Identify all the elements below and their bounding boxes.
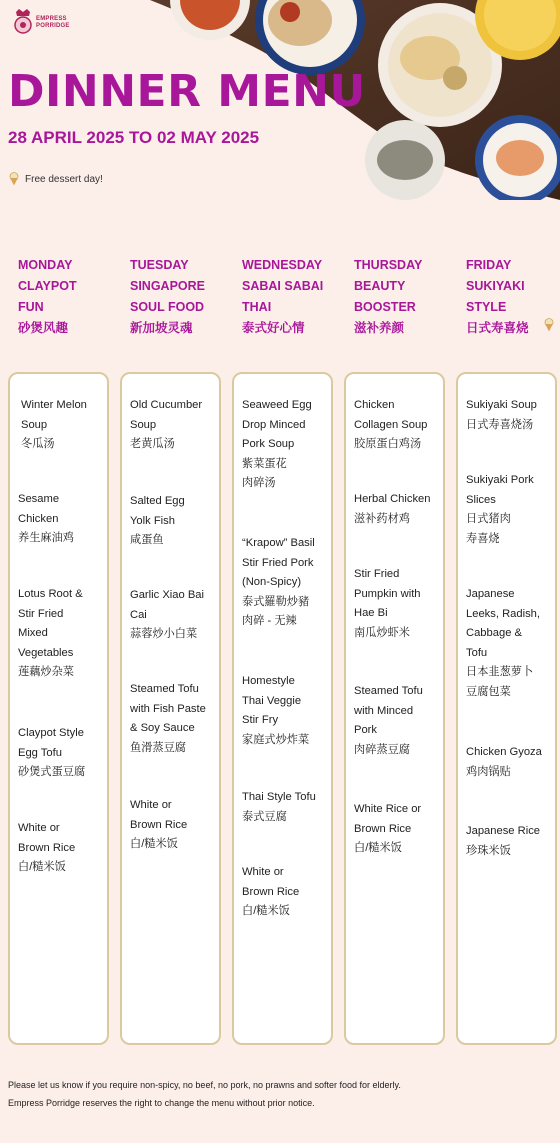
day-name: FRIDAY [466, 258, 512, 272]
dish-en: with Fish Paste [130, 702, 206, 715]
day-theme-line: STYLE [466, 300, 507, 314]
day-header-monday [18, 255, 126, 339]
dish-cn: 日式猪肉 [466, 513, 511, 525]
dish-en: Drop Minced [242, 418, 306, 431]
dish-en: Salted Egg [130, 495, 185, 507]
dish-cn: 日本韭葱萝卜 [466, 666, 534, 678]
dish-item [242, 863, 338, 922]
dish-en: Brown Rice [130, 818, 188, 831]
menu-column-thursday [344, 372, 445, 1045]
dish-en: Collagen Soup [354, 418, 428, 431]
day-theme-line: SUKIYAKI [466, 279, 525, 293]
day-theme-cn: 砂煲风趣 [18, 321, 69, 335]
dish-en: Sesame [18, 493, 60, 505]
dish-item [18, 819, 114, 878]
dish-cn: 胶原蛋白鸡汤 [354, 438, 422, 450]
dish-item [466, 471, 560, 549]
dish-item [242, 396, 338, 494]
brand-logo [10, 8, 80, 38]
dish-en: Old Cucumber [130, 399, 203, 411]
dish-en: Stir Fry [242, 714, 279, 726]
dish-cn: 家庭式炒炸菜 [242, 733, 310, 746]
day-theme-line: BOOSTER [354, 300, 416, 314]
dish-en: Yolk Fish [130, 514, 175, 527]
dish-cn: 鸡肉锅贴 [466, 765, 511, 778]
dish-en: Chicken [18, 512, 59, 525]
dish-cn: 肉碎蒸豆腐 [354, 743, 410, 756]
dish-item [354, 490, 450, 529]
dish-cn: 养生麻油鸡 [18, 532, 74, 544]
dish-en: Tofu [466, 646, 488, 659]
dish-en: Pork [354, 724, 378, 736]
dish-cn: 日式寿喜烧汤 [466, 418, 534, 431]
dish-cn: 蒜蓉炒小白菜 [130, 628, 198, 640]
dish-en: Cabbage & [466, 627, 522, 639]
dish-cn: 紫菜蛋花 [242, 457, 287, 470]
dish-item [354, 682, 450, 760]
dish-en: White Rice or [354, 803, 422, 815]
dish-cn: 白/糙米饭 [130, 838, 178, 850]
dish-item [242, 672, 338, 750]
dish-item [21, 396, 117, 455]
dish-cn: 莲藕炒杂菜 [18, 666, 74, 678]
dish-en: Thai Veggie [242, 694, 302, 707]
dish-en: Pumpkin with [354, 587, 421, 600]
dish-cn: 泰式豆腐 [242, 810, 287, 823]
dish-cn: 珍珠米饭 [466, 844, 511, 857]
dish-en: Seaweed Egg [242, 399, 312, 411]
menu-column-monday [8, 372, 109, 1045]
dish-item [18, 585, 114, 683]
day-theme-line: SOUL FOOD [130, 300, 205, 314]
dish-en: Garlic Xiao Bai [130, 589, 204, 601]
dish-item [130, 586, 226, 645]
dish-item [242, 534, 338, 632]
dish-item [242, 788, 338, 827]
page-title: DINNER MENU [8, 66, 366, 117]
day-header-wednesday [242, 255, 350, 339]
day-theme-cn: 泰式好心情 [242, 321, 305, 335]
dish-en: Soup [130, 418, 157, 431]
dish-en: Cai [130, 608, 147, 621]
dish-en: Hae Bi [354, 607, 388, 619]
dish-cn: 滋补药材鸡 [354, 512, 410, 525]
day-name: MONDAY [18, 258, 73, 272]
dish-en: Mixed [18, 627, 48, 639]
dish-en: Stir Fried Pork [242, 556, 314, 569]
day-headers [0, 255, 560, 345]
dish-en: Steamed Tofu [130, 683, 199, 695]
dish-cn: 白/糙米饭 [18, 861, 66, 873]
dish-en: Soup [21, 418, 48, 431]
dish-en: Egg Tofu [18, 746, 62, 759]
day-theme-line: SINGAPORE [130, 279, 206, 293]
day-theme-line: FUN [18, 300, 44, 314]
footer-notes [8, 1076, 401, 1112]
dish-en: & Soy Sauce [130, 722, 195, 734]
dish-item [466, 822, 560, 861]
dish-item [466, 396, 560, 435]
dish-en: “Krapow” Basil [242, 537, 315, 549]
dish-en: Brown Rice [354, 822, 412, 835]
dish-en: Herbal Chicken [354, 493, 431, 505]
dish-cn: 豆腐包菜 [466, 685, 511, 698]
dish-en: White or [130, 799, 172, 811]
dish-en: Japanese [466, 588, 515, 600]
dish-en: Chicken [354, 399, 395, 411]
menu-column-friday [456, 372, 557, 1045]
dish-en: with Minced [354, 704, 414, 717]
dish-cn: 寿喜烧 [466, 532, 500, 545]
dish-en: Lotus Root & [18, 588, 83, 600]
dish-en: White or [242, 866, 284, 878]
day-theme-cn: 滋补养颜 [354, 321, 405, 335]
dish-cn: 白/糙米饭 [354, 842, 402, 854]
brand-name-line1: EMPRESS [36, 16, 67, 22]
day-name: WEDNESDAY [242, 258, 323, 272]
dish-cn: 咸蛋鱼 [130, 534, 164, 546]
dish-en: Brown Rice [242, 885, 300, 898]
day-name: TUESDAY [130, 258, 189, 272]
dish-cn: 鱼滑蒸豆腐 [130, 741, 186, 754]
day-theme-cn: 新加坡灵魂 [130, 321, 193, 335]
menu-column-tuesday [120, 372, 221, 1045]
dish-en: Claypot Style [18, 727, 84, 739]
dessert-note-text: Free dessert day! [25, 173, 103, 185]
dish-cn: 泰式羅勒炒豬 [242, 595, 310, 608]
dish-en: Vegetables [18, 646, 74, 659]
dish-en: Stir Fried [18, 607, 64, 620]
dish-item [466, 585, 560, 702]
dish-cn: 肉碎 - 无辣 [242, 615, 297, 627]
dish-en: Thai Style Tofu [242, 791, 316, 803]
empress-crest-icon [12, 8, 34, 36]
ice-cream-icon [8, 172, 20, 186]
dish-cn: 老黄瓜汤 [130, 438, 175, 450]
dish-en: Leeks, Radish, [466, 607, 541, 620]
dish-cn: 砂煲式蛋豆腐 [18, 766, 86, 778]
dish-item [354, 800, 450, 859]
dish-en: Slices [466, 493, 496, 506]
dish-item [130, 396, 226, 455]
dish-en: (Non-Spicy) [242, 576, 302, 588]
dish-en: Pork Soup [242, 438, 295, 450]
date-range: 28 APRIL 2025 TO 02 MAY 2025 [8, 128, 260, 147]
day-theme-line: THAI [242, 300, 272, 314]
day-theme-line: SABAI SABAI [242, 279, 324, 293]
dish-en: Chicken Gyoza [466, 746, 542, 758]
day-theme-cn: 日式寿喜烧 [466, 321, 529, 335]
day-header-tuesday [130, 255, 238, 339]
dish-en: Brown Rice [18, 841, 76, 854]
dish-item [18, 490, 114, 549]
dish-cn: 南瓜炒虾米 [354, 626, 410, 639]
day-theme-line: CLAYPOT [18, 279, 77, 293]
ice-cream-icon [543, 317, 555, 333]
disclaimer-note: Empress Porridge reserves the right to change the menu without prior notice. [8, 1098, 315, 1108]
dish-item [130, 796, 226, 855]
day-theme-line: BEAUTY [354, 279, 406, 293]
dish-item [354, 565, 450, 643]
dish-item [354, 396, 450, 455]
day-name: THURSDAY [354, 258, 423, 272]
dish-en: Stir Fried [354, 568, 400, 580]
dish-en: Steamed Tofu [354, 685, 423, 697]
dish-en: White or [18, 822, 60, 834]
dish-en: Winter Melon [21, 399, 87, 411]
dish-en: Homestyle [242, 675, 295, 687]
dish-en: Sukiyaki Soup [466, 399, 537, 411]
dish-en: Sukiyaki Pork [466, 474, 534, 486]
dish-cn: 白/糙米饭 [242, 905, 290, 917]
dish-item [466, 743, 560, 782]
dish-item [130, 492, 226, 551]
dish-item [18, 724, 114, 783]
dessert-note [8, 172, 103, 186]
menu-column-wednesday [232, 372, 333, 1045]
dietary-note: Please let us know if you require non-spicy, no beef, no pork, no prawns and softer food for elderly. [8, 1080, 401, 1090]
brand-name-line2: PORRIDGE [36, 23, 70, 29]
dish-en: Japanese Rice [466, 825, 541, 837]
dish-cn: 冬瓜汤 [21, 438, 55, 450]
day-header-thursday [354, 255, 462, 339]
dish-cn: 肉碎汤 [242, 477, 276, 489]
dish-item [130, 680, 226, 758]
